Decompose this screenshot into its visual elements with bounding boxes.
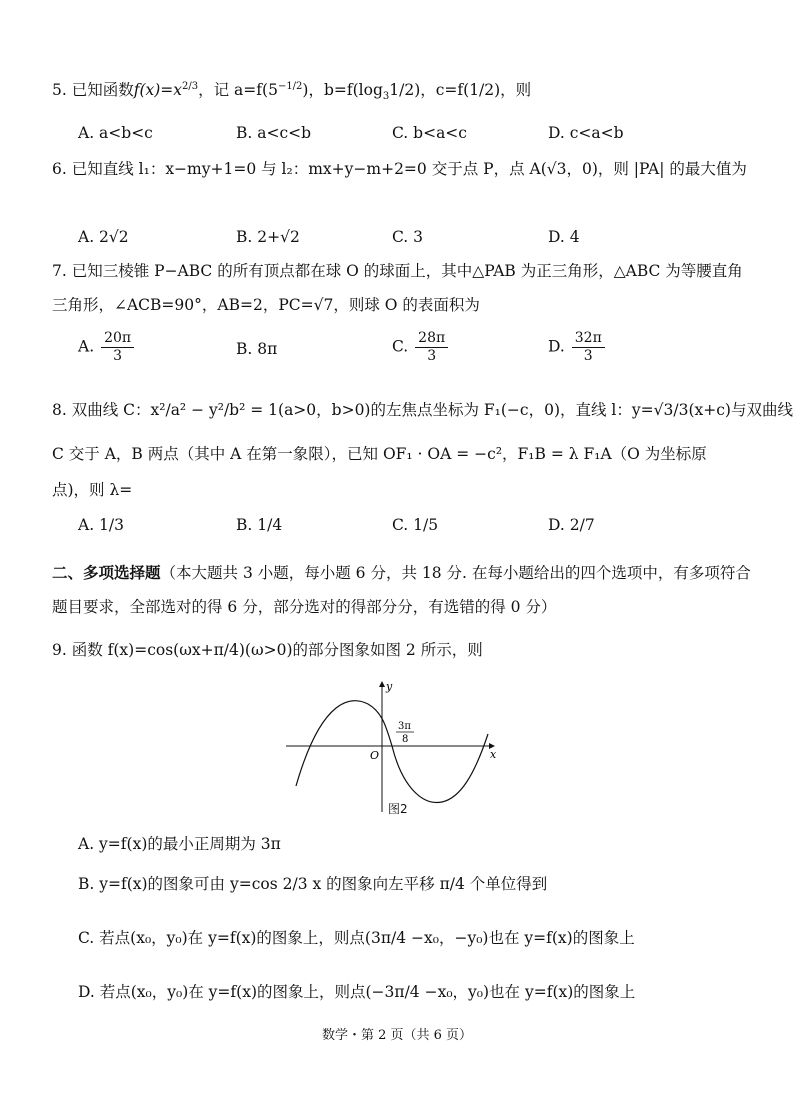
page-footer: 数学・第 2 页（共 6 页） <box>321 1028 473 1043</box>
q8-option-b[interactable]: B. 1/4 <box>236 516 283 534</box>
q9-stem: 9. 函数 f(x)=cos(ωx+π/4)(ω>0)的部分图象如图 2 所示，则 <box>52 641 483 659</box>
q9-option-a[interactable]: A. y=f(x)的最小正周期为 3π <box>78 835 281 853</box>
q8-stem-line2: C 交于 A，B 两点（其中 A 在第一象限），已知 OF₁ · OA = −c²，F₁B = λ F₁A（O 为坐标原 <box>52 445 707 463</box>
q7-stem: 7. 已知三棱锥 P−ABC 的所有顶点都在球 O 的球面上，其中△PAB 为正三角形，△ABC 为等腰直角三角形，∠ACB=90°，AB=2，PC=√7，则球 O 的表面积为 <box>52 262 743 314</box>
tick-label-top: 3π <box>398 721 411 732</box>
q7-option-b[interactable]: B. 8π <box>236 340 278 358</box>
q6-option-c[interactable]: C. 3 <box>392 228 424 246</box>
q8-options <box>78 516 718 556</box>
q8-option-c[interactable]: C. 1/5 <box>392 516 439 534</box>
q6-option-a[interactable]: A. 2√2 <box>78 228 129 246</box>
section-2-title: 二、多项选择题 <box>52 563 161 582</box>
axis-x-label: x <box>490 748 497 761</box>
q5-option-b[interactable]: B. a<c<b <box>236 124 312 142</box>
tick-label-bot: 8 <box>402 734 409 745</box>
q5-stem: 5. 已知函数$f(x)=x^{2/3}$，记 $a=f(5^{-1/2})$，$b=f(\log_31/2)$，c=f(1/2)，则 <box>52 80 532 103</box>
q9-option-d[interactable]: D. 若点(x₀，y₀)在 y=f(x)的图象上，则点(−3π/4 −x₀，y₀)也在 y=f(x)的图象上 <box>78 983 636 1001</box>
q5-option-a[interactable]: A. a<b<c <box>78 124 153 142</box>
q6-stem: 6. 已知直线 l₁：x−my+1=0 与 l₂：mx+y−m+2=0 交于点 P，点 A(√3，0)，则 |PA| 的最大值为 <box>52 160 747 178</box>
section-2-header <box>52 556 752 624</box>
q7-option-c[interactable]: C. $\frac{28\pi}{3}$ <box>392 330 450 365</box>
q5-option-c[interactable]: C. b<a<c <box>392 124 467 142</box>
figure-caption: 图2 <box>388 802 408 816</box>
q9-option-b[interactable]: B. y=f(x)的图象可由 y=cos 2/3 x 的图象向左平移 π/4 个单位得到 <box>78 875 548 893</box>
q7-options <box>78 330 718 370</box>
q9-cosine-graph <box>282 676 502 816</box>
q6-option-b[interactable]: B. 2+√2 <box>236 228 300 246</box>
q7-option-d[interactable]: D. $\frac{32\pi}{3}$ <box>548 330 607 365</box>
section-2-desc: （本大题共 3 小题，每小题 6 分，共 18 分. 在每小题给出的四个选项中，有多项符合题目要求，全部选对的得 6 分，部分选对的得部分分，有选错的得 0 分） <box>52 564 751 616</box>
q9-option-c[interactable]: C. 若点(x₀，y₀)在 y=f(x)的图象上，则点(3π/4 −x₀，−y₀)也在 y=f(x)的图象上 <box>78 929 635 947</box>
q5-option-d[interactable]: D. c<a<b <box>548 124 624 142</box>
q8-stem-line1: 8. 双曲线 C：x²/a² − y²/b² = 1(a>0，b>0)的左焦点坐标为 F₁(−c，0)，直线 l：y=√3/3(x+c)与双曲线 <box>52 401 793 419</box>
axis-y-label: y <box>386 680 393 693</box>
q6-option-d[interactable]: D. 4 <box>548 228 580 246</box>
origin-label: O <box>370 749 380 762</box>
cosine-curve <box>296 701 488 803</box>
q7-option-a[interactable]: A. $\frac{20\pi}{3}$ <box>78 330 136 365</box>
q8-stem-line3: 点)，则 λ= <box>52 481 133 499</box>
q8-option-d[interactable]: D. 2/7 <box>548 516 595 534</box>
q8-option-a[interactable]: A. 1/3 <box>78 516 124 534</box>
